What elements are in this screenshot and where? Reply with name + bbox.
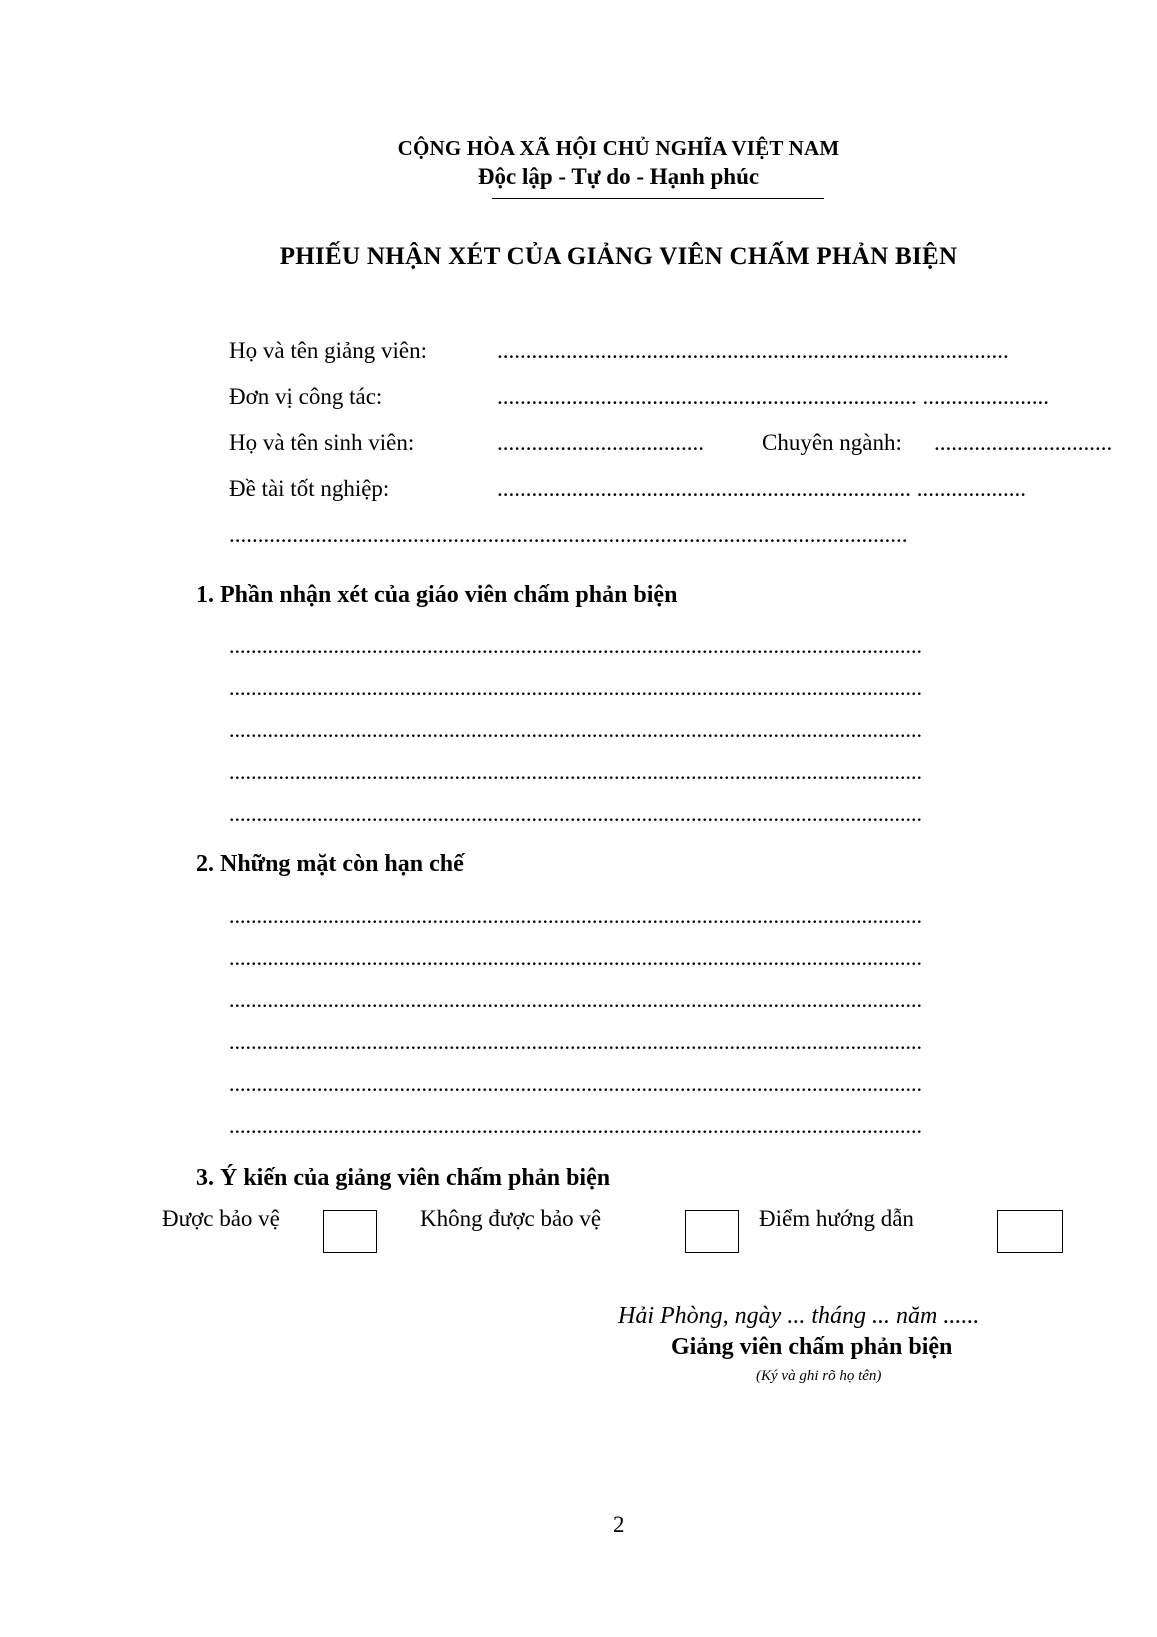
option-defend-label: Được bảo vệ — [162, 1206, 280, 1231]
student-name-field[interactable]: .................................... — [497, 430, 704, 455]
lecturer-name-label: Họ và tên giảng viên: — [229, 338, 428, 363]
major-field[interactable]: ............................... — [934, 430, 1113, 455]
motto-underline — [492, 198, 824, 199]
section1-line[interactable]: .............................................................................................................................. — [229, 633, 922, 658]
score-box[interactable] — [997, 1210, 1063, 1253]
section2-line[interactable]: .............................................................................................................................. — [229, 987, 922, 1012]
motto: Độc lập - Tự do - Hạnh phúc — [477, 164, 760, 189]
section1-line[interactable]: .............................................................................................................................. — [229, 759, 922, 784]
option-score-label: Điểm hướng dẫn — [759, 1206, 914, 1231]
lecturer-name-field[interactable]: ......................................................................................... — [497, 338, 1009, 363]
section3-heading: 3. Ý kiến của giảng viên chấm phản biện — [196, 1165, 611, 1191]
thesis-topic-label: Đề tài tốt nghiệp: — [229, 476, 390, 501]
section1-heading: 1. Phần nhận xét của giáo viên chấm phản biện — [196, 582, 678, 608]
option-not-defend-label: Không được bảo vệ — [420, 1206, 602, 1231]
defend-checkbox[interactable] — [323, 1210, 377, 1253]
section2-line[interactable]: .............................................................................................................................. — [229, 903, 922, 928]
work-unit-label: Đơn vị công tác: — [229, 384, 383, 409]
thesis-topic-field[interactable]: ........................................................................ ................... — [497, 476, 1026, 501]
section2-heading: 2. Những mặt còn hạn chế — [196, 851, 464, 877]
page-number: 2 — [613, 1512, 625, 1537]
section1-line[interactable]: .............................................................................................................................. — [229, 801, 922, 826]
section1-line[interactable]: .............................................................................................................................. — [229, 675, 922, 700]
section1-line[interactable]: .............................................................................................................................. — [229, 717, 922, 742]
section2-line[interactable]: .............................................................................................................................. — [229, 945, 922, 970]
section2-line[interactable]: .............................................................................................................................. — [229, 1113, 922, 1138]
section2-line[interactable]: .............................................................................................................................. — [229, 1071, 922, 1096]
document-title: PHIẾU NHẬN XÉT CỦA GIẢNG VIÊN CHẤM PHẢN BIỆN — [279, 243, 958, 270]
place-date-line: Hải Phòng, ngày ... tháng ... năm ...... — [618, 1303, 980, 1329]
student-name-label: Họ và tên sinh viên: — [229, 430, 415, 455]
nation-heading: CỘNG HÒA XÃ HỘI CHỦ NGHĨA VIỆT NAM — [397, 136, 840, 160]
section2-line[interactable]: .............................................................................................................................. — [229, 1029, 922, 1054]
work-unit-field[interactable]: ......................................................................... ...................... — [497, 384, 1049, 409]
thesis-topic-continuation[interactable]: ...................................................................................................................... — [229, 522, 908, 547]
signer-title: Giảng viên chấm phản biện — [671, 1334, 953, 1360]
not-defend-checkbox[interactable] — [685, 1210, 739, 1253]
major-label: Chuyên ngành: — [762, 430, 902, 455]
signature-note: (Ký và ghi rõ họ tên) — [756, 1368, 882, 1384]
